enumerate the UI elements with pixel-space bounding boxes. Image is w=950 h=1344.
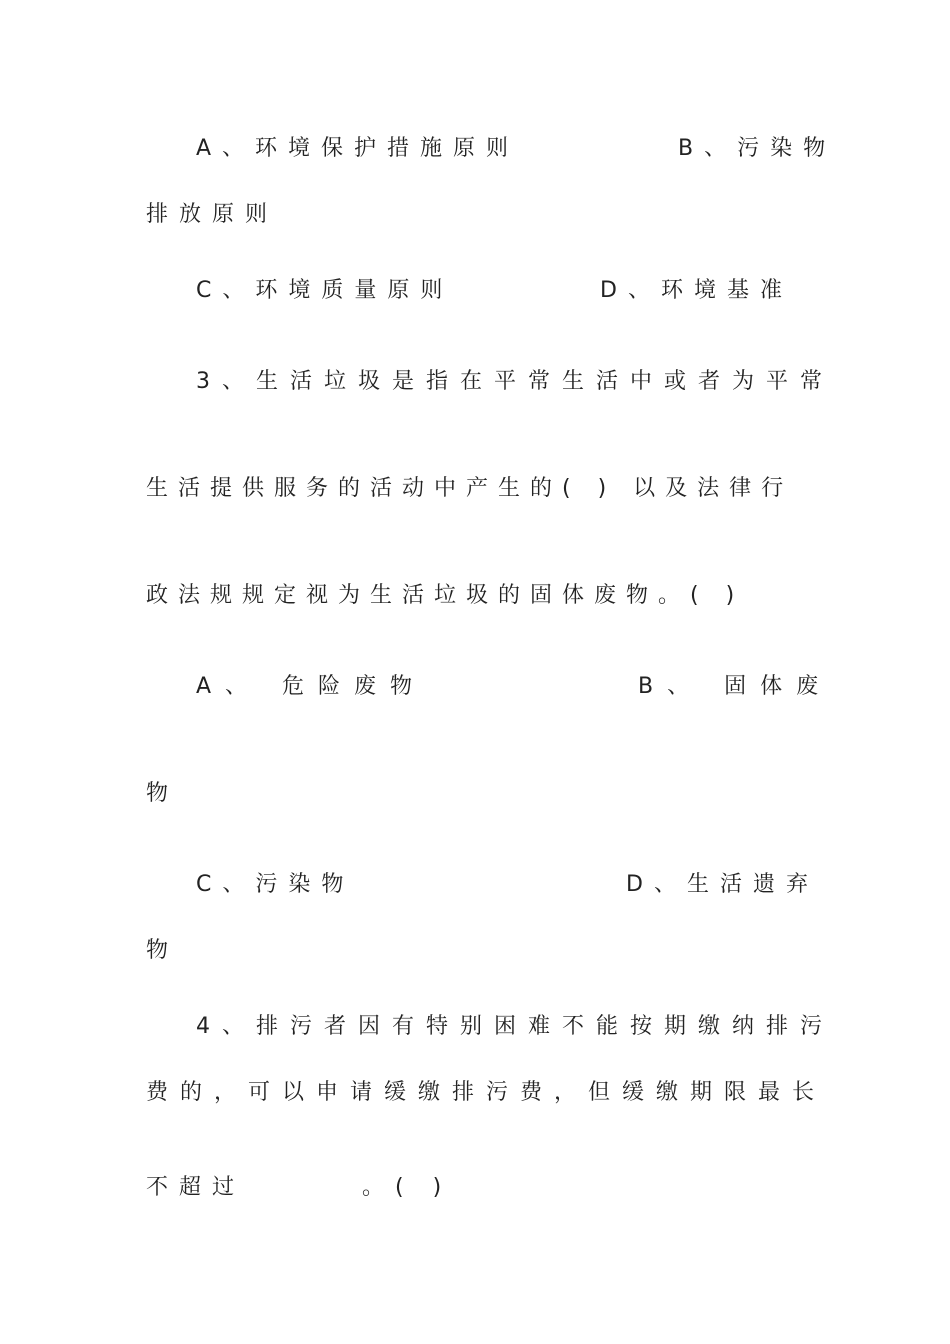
q3-line-1: 3、生活垃圾是指在平常生活中或者为平常 bbox=[196, 369, 834, 394]
q3-option-a: A、 危险废物 bbox=[196, 674, 427, 699]
q3-line-2: 生活提供服务的活动中产生的( ) 以及法律行 bbox=[146, 476, 794, 501]
q3-option-d-continued: 物 bbox=[146, 938, 180, 963]
q3-line-3: 政法规规定视为生活垃圾的固体废物。( ) bbox=[146, 583, 745, 608]
q3-option-d: D、生活遗弃 bbox=[626, 872, 819, 897]
q3-option-b-continued: 物 bbox=[146, 781, 180, 806]
q4-line-3-start: 不超过 bbox=[146, 1175, 246, 1200]
q2-option-a: A、环境保护措施原则 bbox=[196, 136, 520, 161]
q4-line-1: 4、排污者因有特别困难不能按期缴纳排污 bbox=[196, 1014, 834, 1039]
q2-option-c: C、环境质量原则 bbox=[196, 278, 454, 303]
q2-option-b-continued: 排放原则 bbox=[146, 202, 279, 227]
q2-option-b: B、污染物 bbox=[678, 136, 837, 161]
q3-option-c: C、污染物 bbox=[196, 872, 355, 897]
q4-line-3-end: 。( ) bbox=[362, 1175, 453, 1200]
q2-option-d: D、环境基准 bbox=[600, 278, 793, 303]
q4-line-2: 费的，可以申请缓缴排污费，但缓缴期限最长 bbox=[146, 1080, 827, 1105]
q3-option-b: B、 固体废 bbox=[638, 674, 833, 699]
